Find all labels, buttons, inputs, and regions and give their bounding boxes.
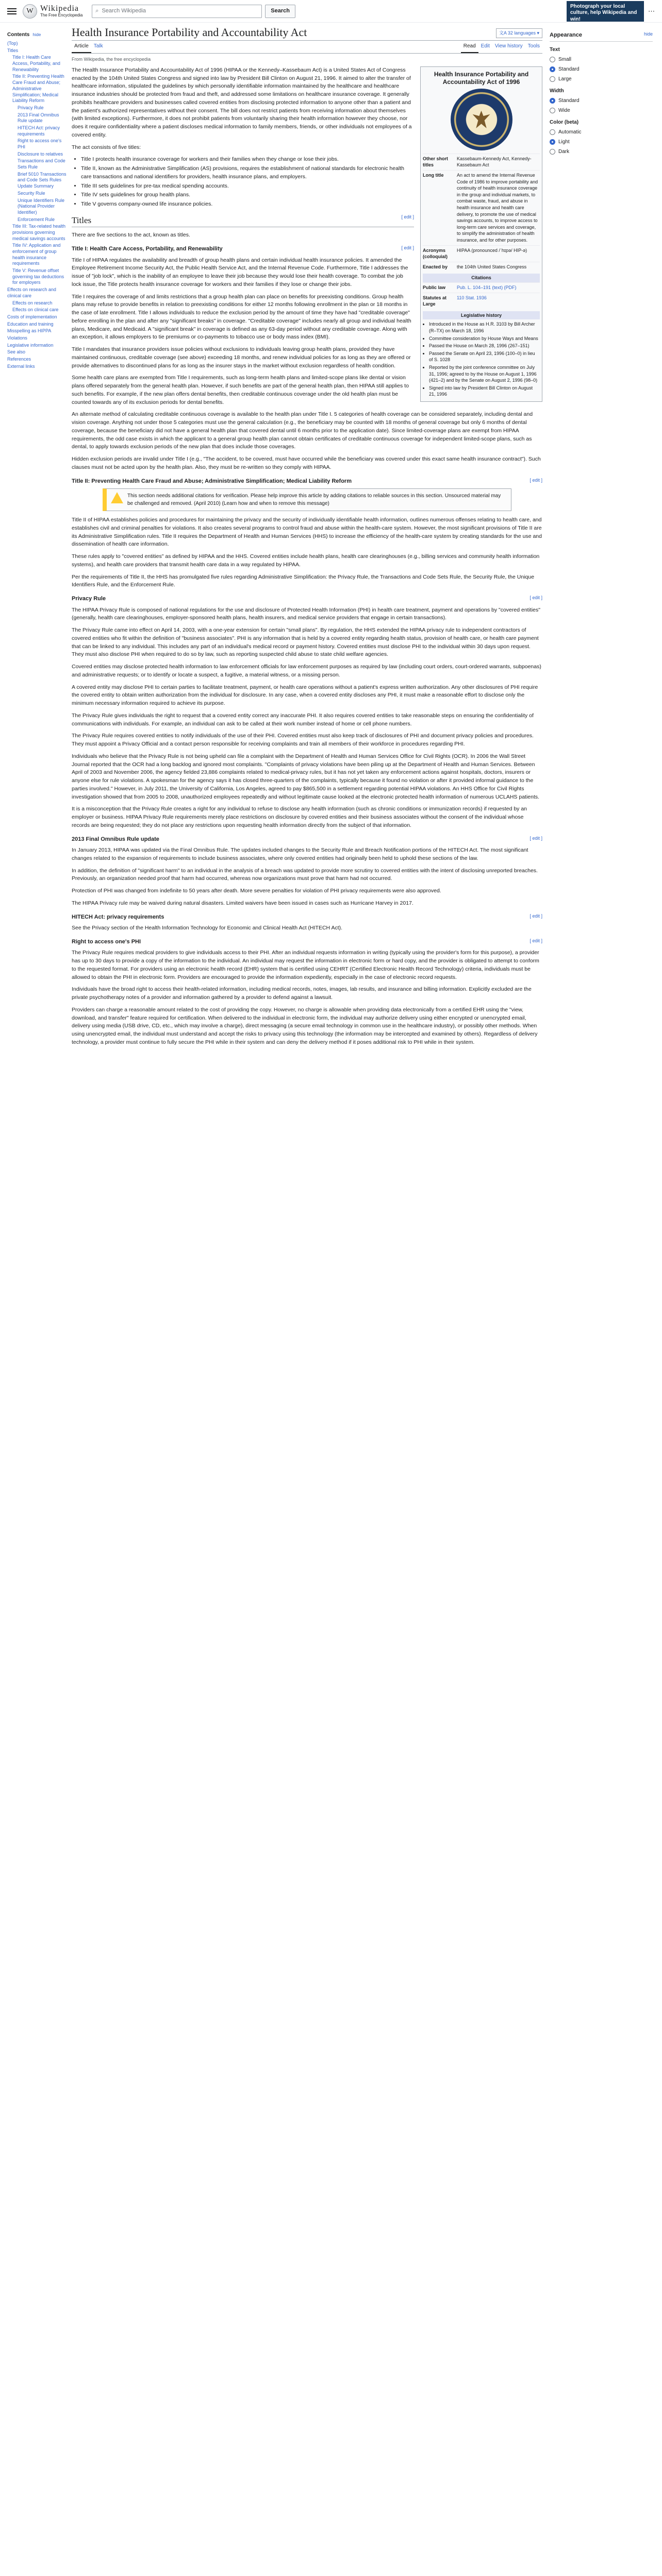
toc-item[interactable]: Disclosure to relatives [18, 151, 63, 157]
color-option[interactable] [550, 138, 653, 146]
radio-button[interactable] [550, 98, 555, 104]
paragraph: Title II of HIPAA establishes policies and procedures for maintaining the privacy and the security of individually identifiable health information, outlines numerous offenses relating to health care, and establishes civil and criminal penalties for violations. It also creates several programs to control fraud and abuse within the health-care system. However, the most significant provisions of Title II are its Administrative Simplification rules. Title II requires the Department of Health and Human Services (HHS) to increase the efficiency of the health-care system by creating standards for the use and dissemination of health care information. [72, 517, 542, 548]
list-item: • Title I protects health insurance coverage for workers and their families when they change or lose their jobs. [81, 156, 542, 164]
wikipedia-logo[interactable] [23, 4, 82, 19]
paragraph: The Privacy Rule requires medical providers to give individuals access to their PHI. After an individual requests information in writing (typically using the provider's form for this purpose), a provider has up to 30 days to provide a copy of the information to the individual. An individual may request the information in electronic form or hard copy, and the provider is obligated to attempt to conform to the requested format. For providers using an electronic health record (EHR) system that is certified using CEHRT (Certified Electronic Health Record Technology) criteria, individuals must be allowed to obtain the PHI in electronic form. Providers are encouraged to provide the information expediently, especially in the case of electronic record requests. [72, 950, 539, 980]
intro-paragraph: The act consists of five titles: [72, 144, 141, 150]
infobox-label: Enacted by [423, 264, 448, 269]
edit-link[interactable]: [ edit ] [529, 913, 542, 919]
toc-item[interactable]: Misspelling as HIPPA [7, 328, 52, 334]
paragraph: Hidden exclusion periods are invalid under Title I (e.g., "The accident, to be covered, must have occurred while the beneficiary was covered under this exact same health insurance contract"). Such clauses must not be acted upon by the health plan. Also, they must be re-written so they comply with HIPAA. [72, 456, 541, 470]
paragraph: The Privacy Rule requires covered entities to notify individuals of the use of their PHI. Covered entities must also keep track of disclosures of PHI and document privacy policies and procedures. They must appoint a Privacy Official and a contact person responsible for receiving complaints and train all members of their workforce in procedures regarding PHI. [72, 733, 534, 748]
list-item: • Title IV sets guidelines for group health plans. [81, 191, 542, 199]
edit-link[interactable]: [ edit ] [529, 595, 542, 601]
toc-item[interactable]: Effects on research [12, 300, 53, 306]
history-item: • Reported by the joint conference committee on July 31, 1996; agreed to by the House on August 1, 1996 (421–2) and by the Senate on August 2, 1996 (98–0) [429, 364, 540, 384]
section-heading: Privacy Rule [72, 596, 106, 602]
toc-item[interactable]: Education and training [7, 321, 54, 327]
width-option[interactable] [550, 97, 653, 105]
history-item: • Signed into law by President Bill Clinton on August 21, 1996 [429, 385, 540, 398]
infobox-row [423, 245, 540, 262]
color-option[interactable] [550, 148, 653, 156]
section-heading: HITECH Act: privacy requirements [72, 913, 164, 920]
toc-item[interactable]: Title V: Revenue offset governing tax deductions for employers [12, 268, 64, 285]
toc-item[interactable]: Effects on research and clinical care [7, 287, 56, 298]
infobox-citation-link[interactable]: Pub. L. 104–191 (text) (PDF) [457, 284, 517, 290]
text-size-label: Text [550, 46, 560, 53]
text-size-option[interactable] [550, 56, 653, 63]
great-seal-image [451, 89, 512, 150]
infobox-label: Other short titles [423, 156, 449, 168]
intro-paragraph: The Health Insurance Portability and Accountability Act of 1996 (HIPAA or the Kennedy–Kassebaum Act) is a United States Act of Congress enacted by the 104th United States Congress and signed into law by President Bill Clinton on August 21, 1996. It aimed to alter the transfer of healthcare information, stipulated the guidelines by which personally identifiable information maintained by the healthcare and healthcare insurance industries should be protected from fraud and theft, and addressed some limitations on healthcare insurance coverage. It generally prohibits healthcare providers and businesses called covered entities from disclosing protected information to anyone other than a patient and the patient's authorized representatives without their consent. The bill does not restrict patients from receiving information about themselves (with limited exceptions). Furthermore, it does not prohibit patients from voluntarily sharing their health information however they choose, nor does it require confidentiality where a patient discloses medical information to family members, friends, or other individuals not employees of a covered entity. [72, 66, 412, 138]
infobox-value: the 104th United States Congress [457, 264, 527, 269]
paragraph: There are five sections to the act, known as titles. [72, 232, 190, 239]
width-label: Width [550, 88, 564, 94]
campaign-banner[interactable]: Photograph your local culture, help Wikipedia and win! [567, 1, 644, 22]
infobox-label: Long title [423, 173, 444, 178]
tab-edit[interactable]: Edit [481, 43, 490, 49]
infobox-citation-link[interactable]: 110 Stat. 1936 [457, 295, 487, 300]
toc-item[interactable]: Transactions and Code Sets Rule [18, 158, 65, 170]
paragraph: The Privacy Rule gives individuals the right to request that a covered entity correct any inaccurate PHI. It also requires covered entities to take reasonable steps on ensuring the confidentiality of communications with individuals. For example, an individual can ask to be called at their work number instead of home or cell phone numbers. [72, 712, 534, 727]
infobox-title: Health Insurance Portability and Accountability Act of 1996 [434, 70, 529, 86]
search-icon: ⌕ [95, 8, 99, 14]
paragraph: Title I of HIPAA regulates the availability and breadth of group health plans and certain individual health insurance policies. It amended the Employee Retirement Income Security Act, the Public Health Service Act, and the Internal Revenue Code. Furthermore, Title I addresses the issue of "job lock", which is the inability of an employee to leave their job because they would lose their health coverage. To combat the job lock issue, the Title protects health insurance coverage for workers and their families if they lose or change their jobs. [72, 257, 408, 287]
paragraph: Some health care plans are exempted from Title I requirements, such as long-term health plans and limited-scope plans like dental or vision plans offered separately from the general health plan. However, if such benefits are part of the general health plan, then HIPAA still applies to such benefits. For example, if the new plan offers dental benefits, then creditable continuous coverage under the old health plan must be counted towards any of its exclusion periods for dental benefits. [72, 375, 409, 405]
radio-button[interactable] [550, 129, 555, 135]
toc-item[interactable]: See also [7, 349, 26, 355]
toc-item[interactable]: Title I: Health Care Access, Portability, and Renewability [12, 55, 60, 72]
edit-link[interactable]: [ edit ] [401, 214, 414, 219]
text-size-option-label: Large [558, 76, 572, 82]
infobox-label: Statutes at Large [423, 295, 447, 307]
radio-button[interactable] [550, 76, 555, 82]
section-heading: Titles [72, 215, 92, 225]
toc-item[interactable]: Title II: Preventing Health Care Fraud and Abuse; Administrative Simplification; Medical Liability Reform [12, 74, 64, 104]
toc-item[interactable]: Unique Identifiers Rule (National Provider Identifier) [18, 197, 65, 215]
tools-menu[interactable]: Tools [527, 43, 540, 49]
toc-item[interactable]: (Top) [7, 41, 18, 46]
text-size-option[interactable] [550, 75, 653, 83]
paragraph: The Privacy Rule came into effect on April 14, 2003, with a one-year extension for certain "small plans". By regulation, the HHS extended the HIPAA privacy rule to independent contractors of covered entities who fit within the definition of "business associates". PHI is any information that is held by a covered entity regarding health status, provision of health care, or health care payment that can be linked to any individual. This includes any part of an individual's medical record or payment history. Covered entities must disclose PHI to the individual within 30 days upon request. They must also disclose PHI when required to do so by law, such as reporting suspected child abuse to state child welfare agencies. [72, 627, 539, 658]
infobox-row [423, 170, 540, 245]
toc-item[interactable]: 2013 Final Omnibus Rule update [18, 112, 59, 124]
toc-item[interactable]: Effects on clinical care [12, 307, 59, 313]
paragraph: Individuals who believe that the Privacy Rule is not being upheld can file a complaint with the Department of Health and Human Services Office for Civil Rights (OCR). In 2006 the Wall Street Journal reported that the OCR had a long backlog and ignored most complaints. "Complaints of privacy violations have been piling up at the Department of Health and Human Services. Between April of 2003 and November 2006, the agency fielded 23,886 complaints related to medical-privacy rules, but it has not yet taken any enforcement actions against hospitals, doctors, insurers or anyone else for rule violations. A spokesman for the agency says it has closed three-quarters of the complaints, typically because it found no violation or after it provided informal guidance to the parties involved." However, in July 2011, the University of California, Los Angeles, agreed to pay $865,500 in a settlement regarding potential HIPAA violations. An HHS Office for Civil Rights investigation showed that from 2005 to 2008, unauthorized employees repeatedly and without legitimate cause looked at the electronic protected health information of numerous UCLAHS patients. [72, 753, 540, 800]
radio-button[interactable] [550, 108, 555, 113]
infobox [420, 66, 542, 402]
paragraph: Protection of PHI was changed from indefinite to 50 years after death. More severe penalties for violation of PHI privacy requirements were also approved. [72, 888, 441, 894]
tab-history[interactable]: View history [494, 43, 523, 49]
paragraph: In January 2013, HIPAA was updated via the Final Omnibus Rule. The updates included changes to the Security Rule and Breach Notification portions of the HITECH Act. The most significant changes related to the expansion of requirements to include business associates, where only covered entities had originally been held to uphold these sections of the law. [72, 847, 528, 861]
paragraph: An alternate method of calculating creditable continuous coverage is available to the health plan under Title I. 5 categories of health coverage can be considered separately, including dental and vision coverage. Anything not under those 5 categories must use the general calculation (e.g., the beneficiary may be counted with 18 months of general coverage but only 6 months of dental coverage, because the beneficiary did not have a general health plan that covered dental until 6 months prior to the application date). Since limited-coverage plans are exempt from HIPAA requirements, the odd case exists in which the applicant to a general group health plan cannot obtain certificates of creditable continuous coverage for independent limited-scope plans, such as dental, to apply towards exclusion periods of the new plan that does include those coverages. [72, 411, 533, 450]
toc-item[interactable]: Legislative information [7, 342, 54, 348]
color-option-label: Automatic [558, 129, 582, 135]
color-label: Color (beta) [550, 119, 579, 125]
text-size-option-label: Small [558, 56, 572, 62]
eagle-icon [473, 111, 490, 128]
list-item: • Title III sets guidelines for pre-tax medical spending accounts. [81, 182, 542, 191]
radio-button[interactable] [550, 139, 555, 145]
list-item: • Title II, known as the Administrative Simplification (AS) provisions, requires the establishment of national standards for electronic health care transactions and national identifiers for providers, health insurance plans, and employers. [81, 165, 542, 181]
infobox-row [423, 154, 540, 170]
paragraph: Title I requires the coverage of and limits restrictions that a group health plan can place on benefits for preexisting conditions. Group health plans may refuse to provide benefits in relation to preexisting conditions for either 12 months following enrollment in the plan or 18 months in the case of late enrollment. Title I allows individuals to reduce the exclusion period by the amount of time they have had "creditable coverage" before enrolling in the plan and after any "significant breaks" in coverage. "Creditable coverage" includes nearly all group and individual health plans, Medicare, and Medicaid. A "significant break" in coverage is defined as any 63-day period without any creditable coverage. Along with an exception, it allows employers to tie premiums or co-payments to tobacco use or body mass index (BMI). [72, 293, 411, 341]
toc-item[interactable]: Privacy Rule [18, 105, 44, 110]
text-size-option-label: Standard [558, 66, 580, 72]
radio-button[interactable] [550, 66, 555, 72]
section-heading: Title I: Health Care Access, Portability, and Renewability [72, 246, 223, 252]
section-heading: Title II: Preventing Health Care Fraud and Abuse; Administrative Simplification; Medical Liability Reform [72, 478, 352, 484]
paragraph: Individuals have the broad right to access their health-related information, including medical records, notes, images, lab results, and insurance and billing information. Explicitly excluded are the private psychotherapy notes of a provider and information gathered by a provider to defend against a lawsuit. [72, 986, 532, 1001]
infobox-label: Acronyms (colloquial) [423, 247, 448, 260]
paragraph: See the Privacy section of the Health Information Technology for Economic and Clinical Health Act (HITECH Act). [72, 925, 343, 931]
section-heading: 2013 Final Omnibus Rule update [72, 836, 159, 842]
width-option-label: Wide [558, 107, 570, 113]
toc-item[interactable]: Costs of implementation [7, 314, 57, 319]
paragraph: Per the requirements of Title II, the HHS has promulgated five rules regarding Administrative Simplification: the Privacy Rule, the Transactions and Code Sets Rule, the Security Rule, the Unique Identifiers Rule, and the Enforcement Rule. [72, 573, 535, 588]
color-option[interactable] [550, 128, 653, 136]
infobox-value: Kassebaum-Kennedy Act, Kennedy-Kassebaum Act [457, 156, 532, 168]
toc-item[interactable]: Title IV: Application and enforcement of group health insurance requirements [12, 243, 61, 266]
tab-read[interactable]: Read [461, 41, 478, 53]
paragraph: Title I mandates that insurance providers issue policies without exclusions to individuals leaving group health plans, provided they have maintained continuous, creditable coverage (see above) exceeding 18 months, and renew individual policies for as long as they are offered or provide alternatives to discontinued plans for as long as the insurer stays in the market without exclusion regardless of health condition. [72, 346, 411, 369]
tab-talk[interactable]: Talk [93, 43, 103, 49]
history-item: • Passed the House on March 28, 1996 (267–151) [429, 343, 540, 349]
color-option-label: Light [558, 139, 570, 145]
main-content [72, 26, 542, 1051]
toc-item[interactable]: Brief 5010 Transactions and Code Sets Rules Update Summary [18, 171, 67, 189]
infobox-value: An act to amend the Internal Revenue Code of 1986 to improve portability and continuity of health insurance coverage in the group and individual markets, to combat waste, fraud, and abuse in health insurance and health care delivery, to promote the use of medical savings accounts, to improve access to long-term care services and coverage, to simplify the administration of health insurance, and for other purposes. [457, 173, 538, 243]
wordmark: Wikipedia [40, 4, 79, 13]
paragraph: The HIPAA Privacy Rule is composed of national regulations for the use and disclosure of Protected Health Information (PHI) in health care treatment, payment and operations by "covered entities" (generally, health care clearinghouses, employer-sponsored health plans, health insurers, and medical service providers that engage in certain transactions). [72, 606, 540, 621]
toc-item[interactable]: Violations [7, 335, 27, 341]
color-option-label: Dark [558, 148, 570, 155]
search-button[interactable]: Search [265, 5, 295, 18]
radio-button[interactable] [550, 149, 555, 155]
paragraph: It is a misconception that the Privacy Rule creates a right for any individual to refuse to disclose any health information (such as chronic conditions or immunization records) if requested by an employer or business. HIPAA Privacy Rule requirements merely place restrictions on disclosure by covered entities and their business associates without the consent of the individual whose records are being requested; they do not place any restrictions upon requesting health information directly from the subject of that information. [72, 806, 527, 828]
toc-item[interactable]: Title III: Tax-related health provisions governing medical savings accounts [12, 224, 66, 241]
toc-item[interactable]: References [7, 357, 31, 362]
toc-item[interactable]: Titles [7, 47, 19, 53]
toc-item[interactable]: Security Rule [18, 190, 45, 196]
infobox-row [423, 262, 540, 272]
edit-link[interactable]: [ edit ] [529, 938, 542, 943]
infobox-row [423, 293, 540, 309]
paragraph: A covered entity may disclose PHI to certain parties to facilitate treatment, payment, or health care operations without a patient's express written authorization. Any other disclosures of PHI require the covered entity to obtain written authorization from the individual for disclosure. In any case, when a covered entity discloses any PHI, it must make a reasonable effort to disclose only the minimum necessary information required to achieve its purpose. [72, 684, 538, 707]
toc-item[interactable]: Right to access one's PHI [18, 138, 62, 149]
citations-header: Citations [423, 274, 540, 282]
edit-link[interactable]: [ edit ] [401, 245, 414, 251]
history-item: • Passed the Senate on April 23, 1996 (100–0) in lieu of S. 1028 [429, 350, 540, 363]
width-option[interactable] [550, 107, 653, 114]
toc-item[interactable]: External links [7, 363, 35, 369]
search-input[interactable]: ⌕ Search Wikipedia [92, 5, 262, 18]
history-item: • Committee consideration by House Ways and Means [429, 335, 540, 342]
citation-needed-notice [103, 488, 511, 511]
paragraph: In addition, the definition of "significant harm" to an individual in the analysis of a breach was updated to provide more scrutiny to covered entities with the intent of disclosing unreported breaches. Previously, an organization needed proof that harm had occurred, whereas now organizations must prove that harm had not occurred. [72, 867, 538, 882]
appearance-heading: Appearance [550, 32, 582, 38]
paragraph: The HIPAA Privacy rule may be waived during natural disasters. Limited waivers have been issued in cases such as Hurricane Harvey in 2017. [72, 900, 413, 906]
page-title: Health Insurance Portability and Accountability Act [72, 26, 307, 39]
list-item: • Title V governs company-owned life insurance policies. [81, 200, 542, 209]
tagline: The Free Encyclopedia [40, 12, 83, 18]
more-menu-icon[interactable]: ⋯ [648, 7, 655, 15]
wikipedia-globe-icon: W [23, 4, 37, 19]
edit-link[interactable]: [ edit ] [529, 835, 542, 841]
legislative-history-header: Legislative history [423, 311, 540, 320]
radio-button[interactable] [550, 57, 555, 62]
language-button[interactable]: 文A 32 languages ▾ [496, 28, 542, 39]
text-size-option[interactable] [550, 65, 653, 73]
tab-article[interactable]: Article [72, 41, 91, 53]
paragraph: Covered entities may disclose protected health information to law enforcement officials for law enforcement purposes as required by law (including court orders, court-ordered warrants, subpoenas) and administrative requests; or to identify or locate a suspect, a fugitive, a material witness, or a missing person. [72, 664, 541, 678]
width-option-label: Standard [558, 97, 580, 104]
paragraph: These rules apply to "covered entities" as defined by HIPAA and the HHS. Covered entities include health plans, health care clearinghouses (e.g., billing services and community health information systems), and health care providers that transmit health care data in a way regulated by HIPAA. [72, 553, 540, 568]
toc-heading: Contents [7, 32, 30, 38]
source-note: From Wikipedia, the free encyclopedia [72, 57, 151, 62]
appearance-panel [550, 31, 653, 158]
notice-text: This section needs additional citations for verification. Please help improve this article by adding citations to reliable sources in this section. Unsourced material may be challenged and removed. (April 2010) (Learn how and when to remove this message) [127, 493, 501, 507]
main-menu-icon[interactable] [7, 8, 16, 14]
paragraph: Providers can charge a reasonable amount related to the cost of providing the copy. However, no charge is allowable when providing data electronically from a certified EHR using the "view, download, and transfer" feature required for certification. When delivered to the individual in electronic form, the individual may authorize delivery using either encrypted or unencrypted email, delivery using media (USB drive, CD, etc., which may involve a charge), direct messaging (a secure email technology in common use in the healthcare industry), or possibly other methods. When using unencrypted email, the individual must understand and accept the risks to privacy using this technology (the information may be intercepted and examined by others). Regardless of delivery technology, a provider must continue to fully secure the PHI while in their system and can deny the delivery method if it poses additional risk to PHI while in their system. [72, 1006, 538, 1045]
top-header [0, 0, 662, 23]
appearance-hide-button[interactable]: hide [643, 31, 653, 37]
infobox-value: HIPAA (pronounced /ˈhɪpə/ HIP-ə) [457, 247, 527, 253]
warning-icon [111, 492, 123, 503]
history-item: • Introduced in the House as H.R. 3103 by Bill Archer (R–TX) on March 18, 1996 [429, 321, 540, 334]
section-heading: Right to access one's PHI [72, 938, 141, 945]
edit-link[interactable]: [ edit ] [529, 477, 542, 483]
toc-item[interactable]: Enforcement Rule [18, 216, 55, 222]
infobox-label: Public law [423, 284, 446, 290]
toc-hide-button[interactable]: hide [32, 32, 41, 37]
toc-item[interactable]: HITECH Act: privacy requirements [18, 125, 60, 137]
infobox-row [423, 282, 540, 293]
table-of-contents [7, 31, 68, 370]
